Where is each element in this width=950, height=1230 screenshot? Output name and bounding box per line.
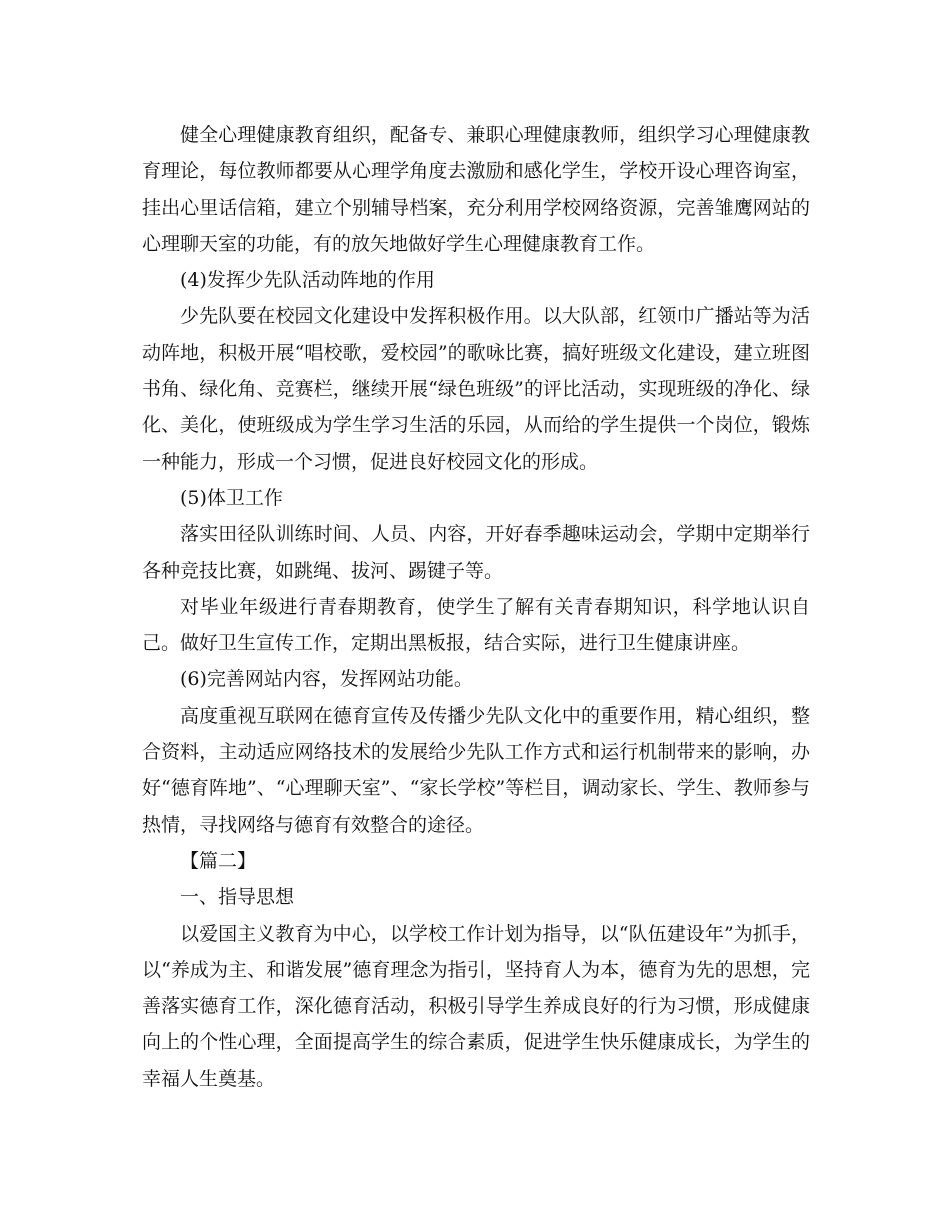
- heading-guiding-ideology: 一、指导思想: [180, 886, 295, 909]
- paragraph-guiding-ideology: 以爱国主义教育为中心，以学校工作计划为指导，以“队伍建设年”为抓手，以“养成为主、和谐发展”德育理念为指引，坚持育人为本，德育为先的思想，完善落实德育工作，深化德育活动，积极引导学生养成良好的行为习惯，形成健康向上的个性心理，全面提高学生的综合素质，促进学生快乐健康成长，为学生的幸福人生奠基。: [142, 922, 810, 1090]
- paragraph-mental-health: 健全心理健康教育组织，配备专、兼职心理健康教师，组织学习心理健康教育理论，每位教师都要从心理学角度去激励和感化学生，学校开设心理咨询室，挂出心里话信箱，建立个别辅导档案，充分利用学校网络资源，完善雏鹰网站的心理聊天室的功能，有的放矢地做好学生心理健康教育工作。: [142, 124, 810, 255]
- paragraph-website: 高度重视互联网在德育宣传及传播少先队文化中的重要作用，精心组织，整合资料，主动适应网络技术的发展给少先队工作方式和运行机制带来的影响，办好“德育阵地”、“心理聊天室”、“家长学校”等栏目，调动家长、学生、教师参与热情，寻找网络与德育有效整合的途径。: [142, 704, 810, 836]
- heading-pioneer-activities: (4)发挥少先队活动阵地的作用: [180, 269, 435, 292]
- paragraph-sports-training: 落实田径队训练时间、人员、内容，开好春季趣味运动会，学期中定期举行各种竞技比赛，如跳绳、拔河、踢键子等。: [142, 523, 810, 582]
- heading-website: (6)完善网站内容，发挥网站功能。: [180, 668, 473, 691]
- heading-part-two: 【篇二】: [180, 849, 257, 872]
- paragraph-pioneer-activities: 少先队要在校园文化建设中发挥积极作用。以大队部，红领巾广播站等为活动阵地，积极开展“唱校歌，爱校园”的歌咏比赛，搞好班级文化建设，建立班图书角、绿化角、竞赛栏，继续开展“绿色班级”的评比活动，实现班级的净化、绿化、美化，使班级成为学生学习生活的乐园，从而给的学生提供一个岗位，锻炼一种能力，形成一个习惯，促进良好校园文化的形成。: [142, 305, 810, 473]
- document-body: [142, 117, 810, 1097]
- heading-sports-health: (5)体卫工作: [180, 486, 283, 509]
- paragraph-puberty-education: 对毕业年级进行青春期教育，使学生了解有关青春期知识，科学地认识自己。做好卫生宣传工作，定期出黑板报，结合实际，进行卫生健康讲座。: [142, 595, 810, 655]
